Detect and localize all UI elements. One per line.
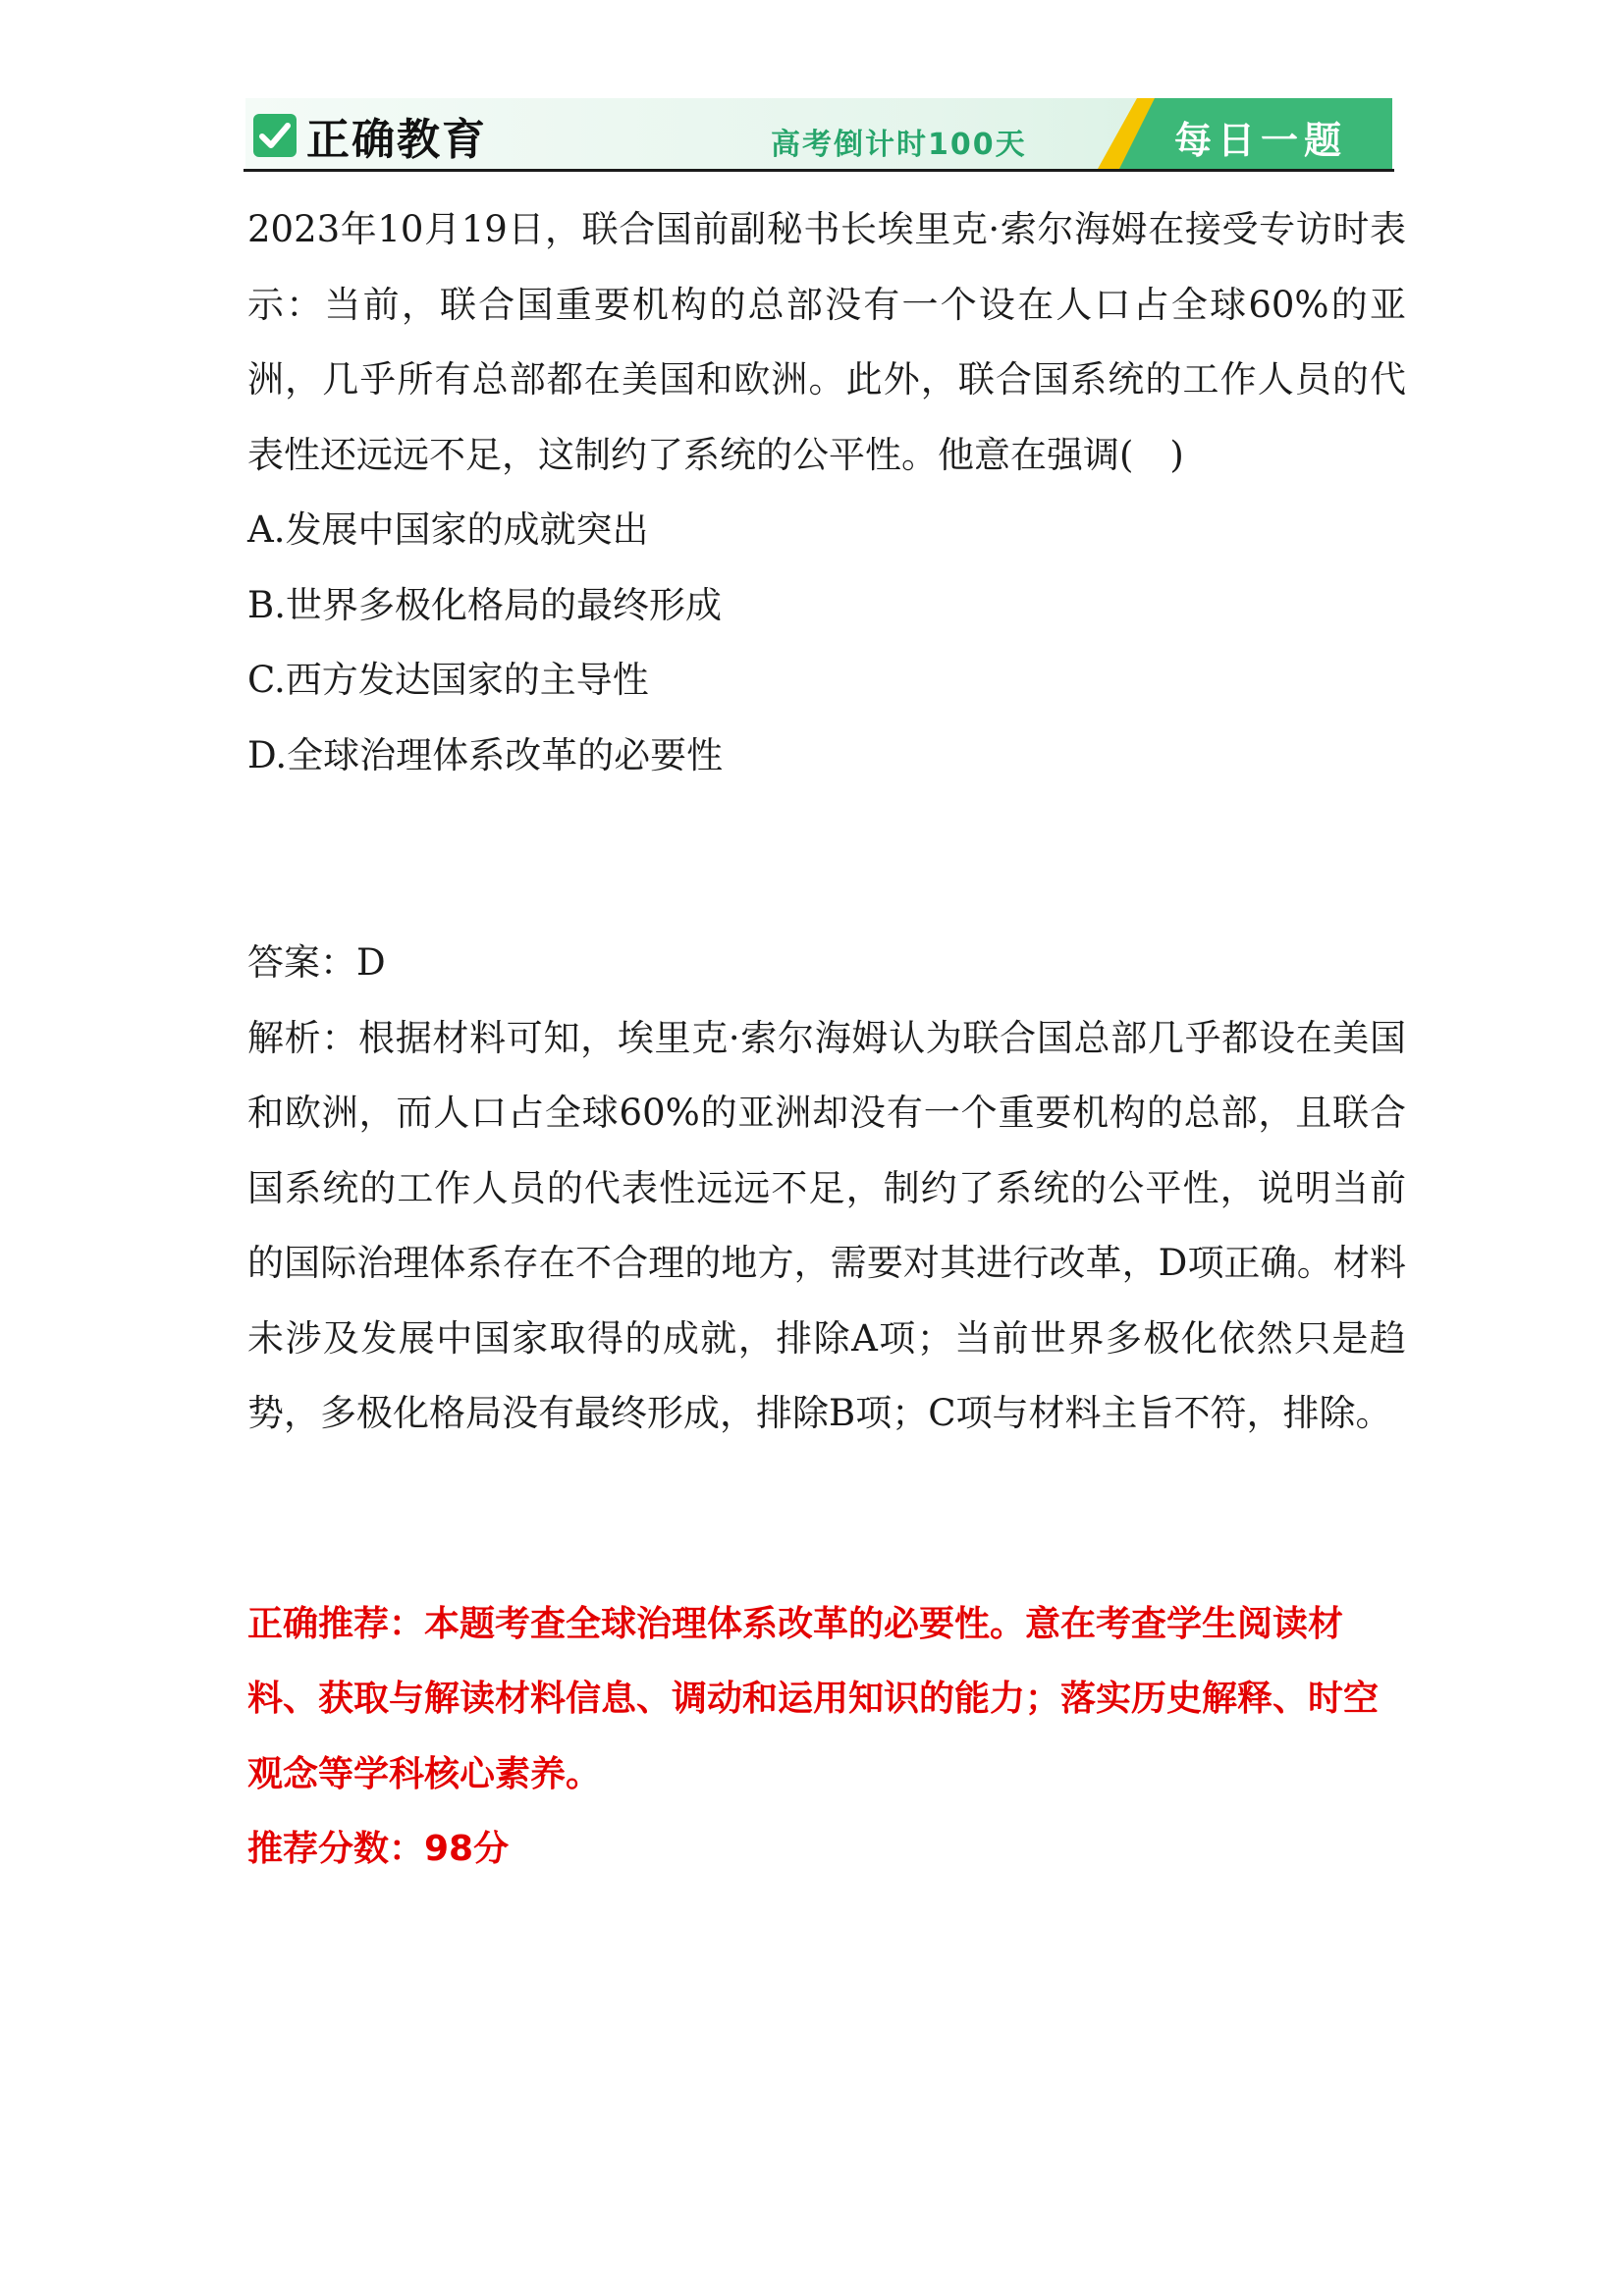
option-d: D.全球治理体系改革的必要性 — [247, 733, 724, 776]
recommend-text: 正确推荐：本题考查全球治理体系改革的必要性。意在考查学生阅读材料、获取与解读材料信息、调动和运用知识的能力；落实历史解释、时空观念等学科核心素养。 — [247, 1603, 1380, 1794]
brand-name: 正确教育 — [306, 115, 487, 165]
countdown-text: 高考倒计时100天 — [771, 128, 1027, 162]
brand-logo — [253, 108, 487, 163]
recommend-score: 推荐分数：98分 — [247, 1829, 510, 1869]
question-content — [247, 192, 1406, 1888]
question-stem: 2023年10月19日，联合国前副秘书长埃里克·索尔海姆在接受专访时表示：当前，联合国重要机构的总部没有一个设在人口占全球60%的亚洲，几乎所有总部都在美国和欧洲。此外，联合国系统的工作人员的代表性还远远不足，这制约了系统的公平性。他意在强调( ) — [247, 208, 1406, 476]
daily-question-tag — [1098, 98, 1392, 169]
answer-label: 答案：D — [247, 941, 386, 984]
header-banner — [245, 98, 1392, 171]
analysis-text: 解析：根据材料可知，埃里克·索尔海姆认为联合国总部几乎都设在美国和欧洲，而人口占全球60%的亚洲却没有一个重要机构的总部，且联合国系统的工作人员的代表性远远不足，制约了系统的公平性，说明当前的国际治理体系存在不合理的地方，需要对其进行改革，D项正确。材料未涉及发展中国家取得的成就，排除A项；当前世界多极化依然只是趋势，多极化格局没有最终形成，排除B项；C项与材料主旨不符，排除。 — [247, 1016, 1406, 1434]
answer-section — [247, 926, 1406, 1452]
header-divider — [244, 169, 1394, 172]
option-c: C.西方发达国家的主导性 — [247, 659, 649, 701]
tag-label: 每日一题 — [1174, 119, 1348, 162]
option-b: B.世界多极化格局的最终形成 — [247, 583, 722, 626]
check-icon — [253, 114, 297, 157]
recommend-section — [247, 1587, 1406, 1888]
option-a: A.发展中国家的成就突出 — [247, 508, 649, 551]
